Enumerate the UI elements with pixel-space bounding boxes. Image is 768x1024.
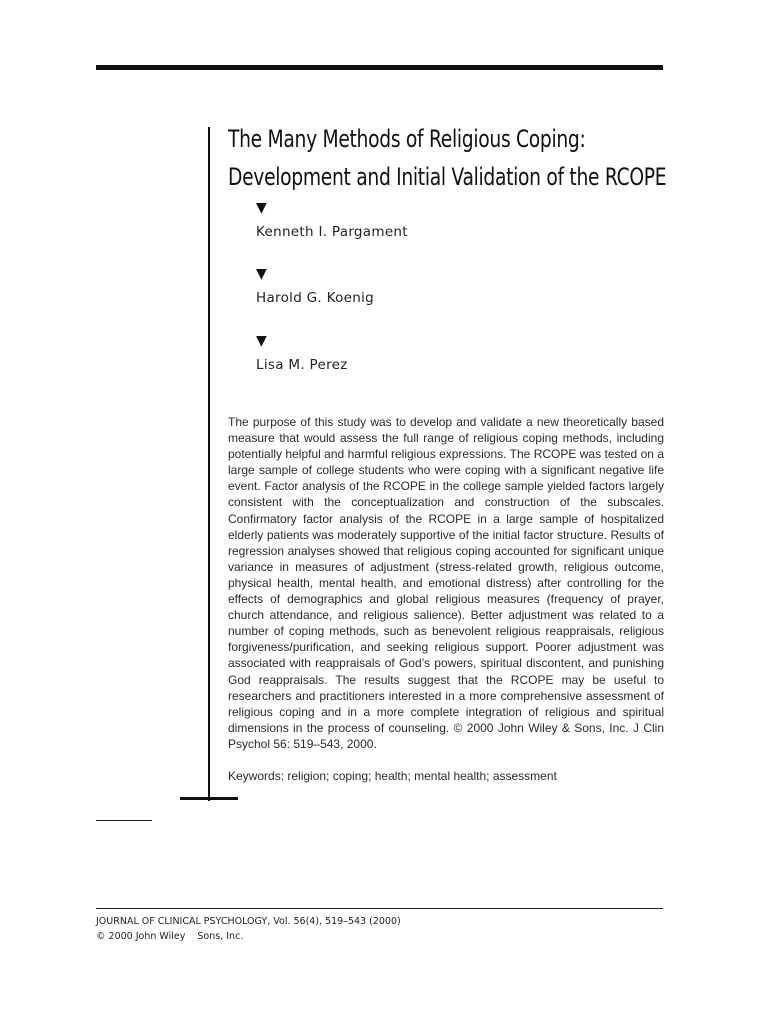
- article-title-line-2: Development and Initial Validation of the RCOPE: [228, 163, 667, 191]
- author-2: [256, 266, 556, 306]
- keywords: Keywords: religion; coping; health; mental health; assessment: [228, 769, 557, 783]
- margin-rule-foot: [180, 797, 238, 800]
- article-title-line-1: The Many Methods of Religious Coping:: [228, 125, 586, 153]
- author-name: Kenneth I. Pargament: [256, 224, 408, 240]
- author-name: Lisa M. Perez: [256, 357, 348, 373]
- article-title: [228, 120, 667, 196]
- author-1: [256, 200, 556, 240]
- top-rule: [96, 65, 663, 70]
- abstract-text: The purpose of this study was to develop and validate a new theoretically based measure that would assess the full range of religious coping methods, including potentially helpful and harmful religious expressions. The RCOPE was tested on a large sample of college students who were coping with a significant negative life event. Factor analysis of the RCOPE in the college sample yielded factors largely consistent with the conceptualization and construction of the subscales. Confirmatory factor analysis of the RCOPE in a large sample of hospitalized elderly patients was moderately supportive of the initial factor structure. Results of regression analyses showed that religious coping accounted for significant unique variance in measures of adjustment (stress-related growth, religious outcome, physical health, mental health, and emotional distress) after controlling for the effects of demographics and global religious measures (frequency of prayer, church attendance, and religious salience). Better adjustment was related to a number of coping methods, such as benevolent religious reappraisals, religious forgiveness/purification, and seeking religious support. Poorer adjustment was associated with reappraisals of God’s powers, spiritual discontent, and punishing God reappraisals. The results suggest that the RCOPE may be useful to researchers and practitioners interested in a more comprehensive assessment of religious coping and in a more complete integration of religious and spiritual dimensions in the process of counseling. © 2000 John Wiley & Sons, Inc. J Clin Psychol 56: 519–543, 2000.: [228, 415, 664, 751]
- author-3: [256, 333, 556, 373]
- title-margin-rule: [208, 127, 210, 801]
- footnote-rule: [96, 820, 152, 821]
- triangle-marker-icon: ▼: [256, 266, 267, 282]
- triangle-marker-icon: ▼: [256, 200, 267, 216]
- journal-footer: [96, 914, 663, 944]
- journal-citation: JOURNAL OF CLINICAL PSYCHOLOGY, Vol. 56(4), 519–543 (2000): [96, 916, 401, 927]
- footer-rule: [96, 908, 663, 909]
- copyright-notice: © 2000 John Wiley Sons, Inc.: [96, 931, 244, 942]
- triangle-marker-icon: ▼: [256, 333, 267, 349]
- author-name: Harold G. Koenig: [256, 290, 375, 306]
